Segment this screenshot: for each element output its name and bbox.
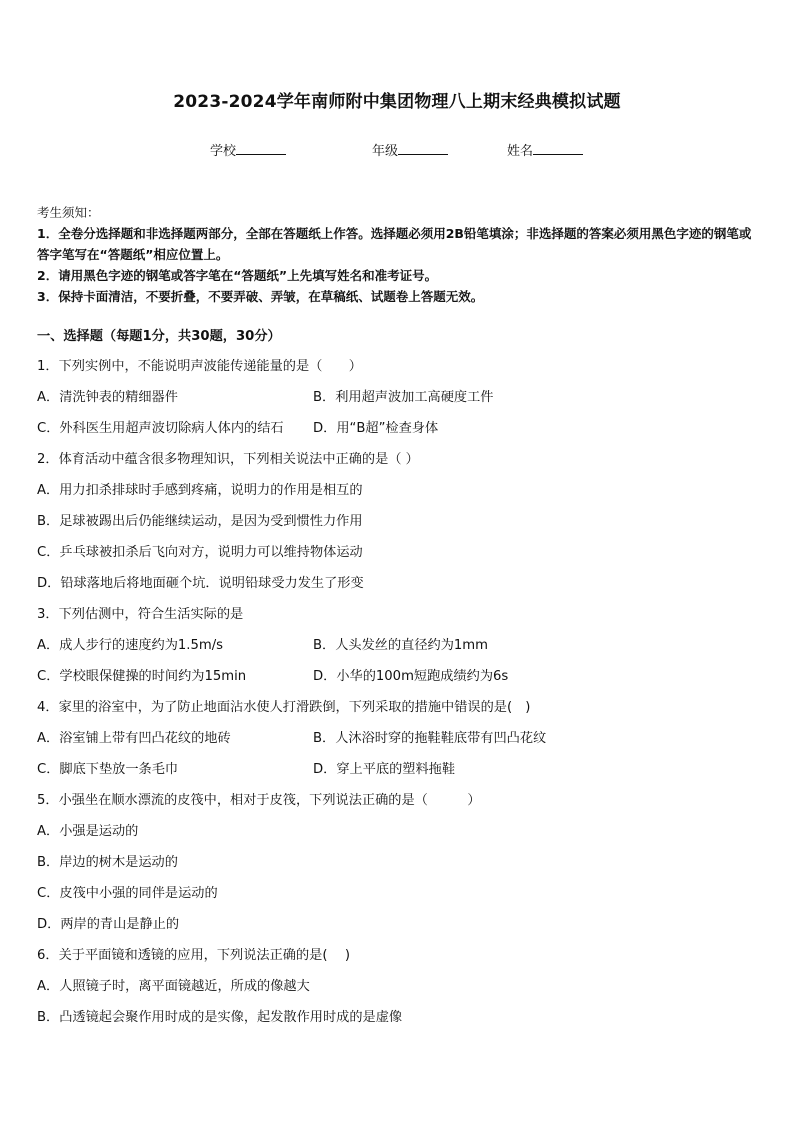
option-c: C．脚底下垫放一条毛巾 bbox=[37, 762, 179, 777]
option-c: C．皮筏中小强的同伴是运动的 bbox=[37, 886, 218, 901]
option-row bbox=[37, 661, 757, 692]
option-row bbox=[37, 382, 757, 413]
grade-field bbox=[372, 140, 448, 159]
question-stem: 5．小强坐在顺水漂流的皮筏中，相对于皮筏，下列说法正确的是（ ） bbox=[37, 793, 481, 808]
option-c: C．外科医生用超声波切除病人体内的结石 bbox=[37, 421, 284, 436]
option-row bbox=[37, 754, 757, 785]
exam-notice bbox=[37, 202, 757, 307]
school-blank bbox=[236, 142, 286, 155]
option-b: B．凸透镜起会聚作用时成的是实像，起发散作用时成的是虚像 bbox=[37, 1010, 403, 1025]
exam-title: 2023-2024学年南师附中集团物理八上期末经典模拟试题 bbox=[173, 92, 621, 112]
option-a: A．浴室铺上带有凹凸花纹的地砖 bbox=[37, 731, 231, 746]
section-heading: 一、选择题（每题1分，共30题，30分） bbox=[37, 329, 281, 344]
notice-item: 2．请用黑色字迹的钢笔或答字笔在“答题纸”上先填写姓名和准考证号。 bbox=[37, 268, 438, 283]
option-d: D．铅球落地后将地面砸个坑．说明铅球受力发生了形变 bbox=[37, 576, 364, 591]
option-row bbox=[37, 630, 757, 661]
grade-label: 年级 bbox=[372, 144, 399, 159]
option-a: A．成人步行的速度约为1.5m/s bbox=[37, 638, 224, 653]
option-b: B．足球被踢出后仍能继续运动，是因为受到惯性力作用 bbox=[37, 514, 363, 529]
option-b: B．人沐浴时穿的拖鞋鞋底带有凹凸花纹 bbox=[313, 731, 547, 746]
question-stem: 2．体育活动中蕴含很多物理知识，下列相关说法中正确的是（ ） bbox=[37, 452, 419, 467]
option-row bbox=[37, 413, 757, 444]
option-a: A．小强是运动的 bbox=[37, 824, 139, 839]
option-d: D．两岸的青山是静止的 bbox=[37, 917, 180, 932]
option-b: B．岸边的树木是运动的 bbox=[37, 855, 178, 870]
question-stem: 1．下列实例中，不能说明声波能传递能量的是（ ） bbox=[37, 359, 362, 374]
option-d: D．小华的100m短跑成绩约为6s bbox=[313, 669, 509, 684]
choice-section bbox=[37, 326, 757, 1033]
question-stem: 4．家里的浴室中，为了防止地面沾水使人打滑跌倒，下列采取的措施中错误的是( ) bbox=[37, 700, 531, 715]
notice-item: 3．保持卡面清洁，不要折叠，不要弄破、弄皱，在草稿纸、试题卷上答题无效。 bbox=[37, 289, 484, 304]
option-row bbox=[37, 723, 757, 754]
name-blank bbox=[533, 142, 583, 155]
option-a: A．清洗钟表的精细器件 bbox=[37, 390, 178, 405]
grade-blank bbox=[398, 142, 448, 155]
option-a: A．人照镜子时，离平面镜越近，所成的像越大 bbox=[37, 979, 310, 994]
option-d: D．穿上平底的塑料拖鞋 bbox=[313, 762, 456, 777]
option-d: D．用“B超”检查身体 bbox=[313, 421, 439, 436]
notice-heading: 考生须知： bbox=[37, 205, 100, 220]
school-field bbox=[210, 140, 286, 159]
option-b: B．人头发丝的直径约为1mm bbox=[313, 638, 489, 653]
option-c: C．学校眼保健操的时间约为15min bbox=[37, 669, 247, 684]
question-stem: 3．下列估测中，符合生活实际的是 bbox=[37, 607, 244, 622]
option-c: C．乒乓球被扣杀后飞向对方，说明力可以维持物体运动 bbox=[37, 545, 363, 560]
notice-item: 1．全卷分选择题和非选择题两部分，全部在答题纸上作答。选择题必须用2B铅笔填涂；非选择题的答案必须用黑色字迹的钢笔或答字笔写在“答题纸”相应位置上。 bbox=[37, 226, 752, 262]
option-a: A．用力扣杀排球时手感到疼痛，说明力的作用是相互的 bbox=[37, 483, 363, 498]
option-b: B．利用超声波加工高硬度工件 bbox=[313, 390, 494, 405]
school-label: 学校 bbox=[210, 144, 237, 159]
name-label: 姓名 bbox=[507, 144, 534, 159]
name-field bbox=[507, 140, 583, 159]
student-info-row bbox=[0, 140, 794, 160]
question-stem: 6．关于平面镜和透镜的应用，下列说法正确的是( ) bbox=[37, 948, 350, 963]
